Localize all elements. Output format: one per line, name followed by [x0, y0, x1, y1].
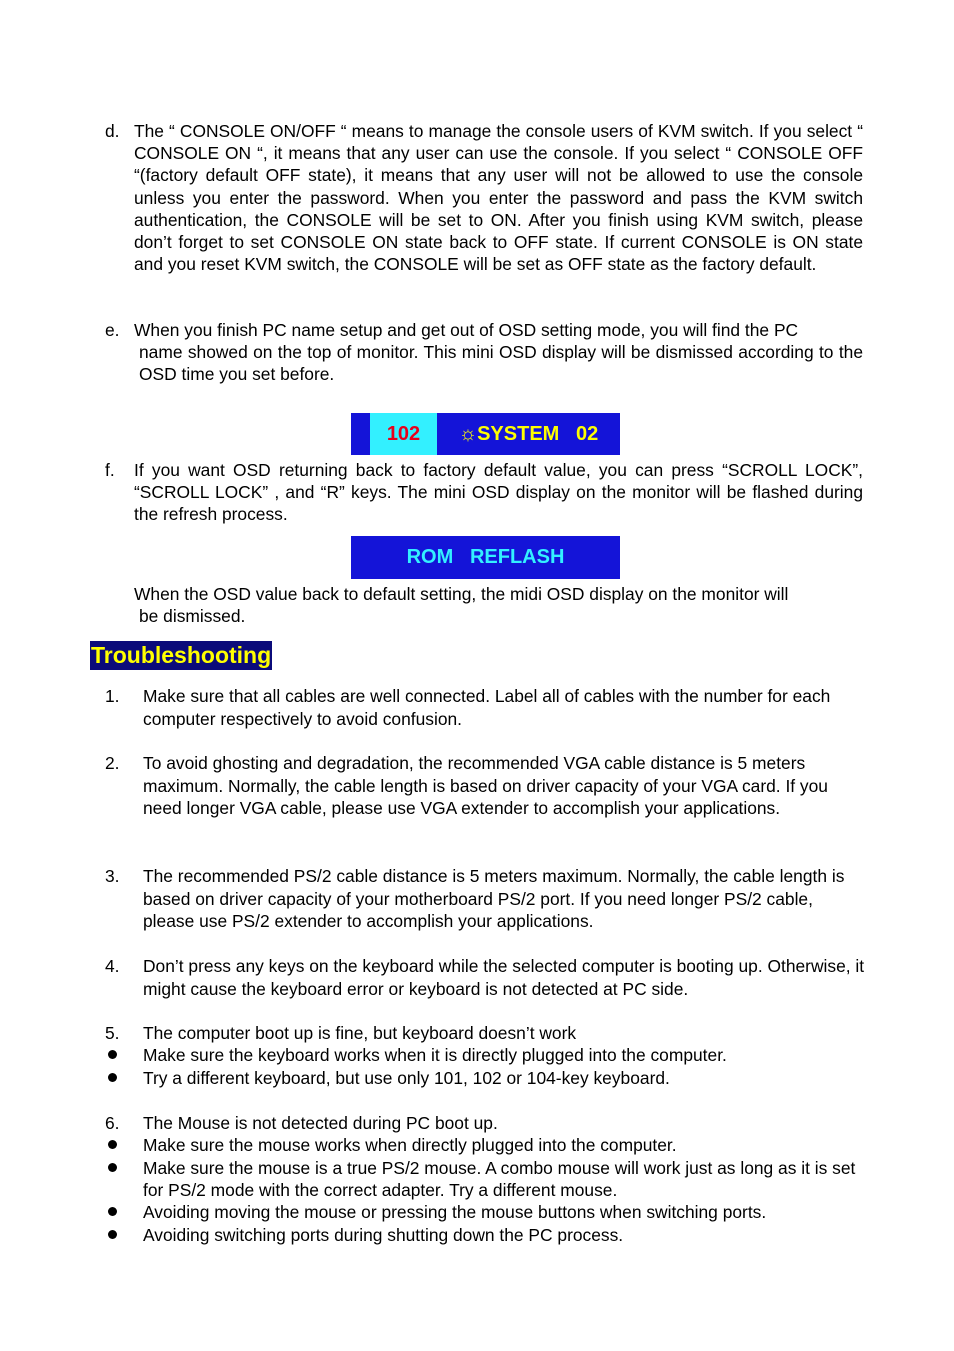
- osd-system-display: [351, 413, 620, 455]
- paragraph-factory-default: If you want OSD returning back to factory default value, you can press “SCROLL LOCK”, “SCROLL LOCK” , and “R” keys. The mini OSD display on the monitor will be flashed during the refresh process.: [134, 460, 863, 525]
- osd-system-number: 102: [370, 413, 437, 455]
- bullet-item-mouse-4: Avoiding switching ports during shutting down the PC process.: [143, 1225, 624, 1245]
- paragraph-pc-name-rest: name showed on the top of monitor. This mini OSD display will be dismissed according to the OSD time you set before.: [139, 342, 863, 385]
- troubleshoot-item-6: The Mouse is not detected during PC boot up.: [143, 1113, 498, 1133]
- paragraph-after-reflash-second: be dismissed.: [139, 606, 246, 626]
- paragraph-pc-name-first-line: When you finish PC name setup and get out of OSD setting mode, you will find the PC: [134, 320, 799, 340]
- troubleshoot-item-2: To avoid ghosting and degradation, the recommended VGA cable distance is 5 meters maximum. Normally, the cable length is based on driver capacity of your VGA card. If you need longer VGA cable, please use VGA extender to accomplish your applications.: [143, 753, 828, 819]
- list-number-4: 4.: [105, 956, 120, 976]
- troubleshoot-item-1: Make sure that all cables are well connected. Label all of cables with the number for each computer respectively to avoid confusion.: [143, 686, 831, 729]
- bullet-item-keyboard-2: Try a different keyboard, but use only 101, 102 or 104-key keyboard.: [143, 1068, 670, 1088]
- bullet-icon: [108, 1050, 117, 1059]
- list-marker-f: f.: [105, 460, 115, 480]
- section-heading-troubleshooting: Troubleshooting: [91, 642, 272, 668]
- paragraph-after-reflash-first: When the OSD value back to default setting, the midi OSD display on the monitor will: [134, 584, 789, 604]
- bullet-icon: [108, 1230, 117, 1239]
- osd-reflash-display: [351, 536, 620, 579]
- list-number-2: 2.: [105, 753, 120, 773]
- bullet-icon: [108, 1140, 117, 1149]
- troubleshoot-item-5: The computer boot up is fine, but keyboard doesn’t work: [143, 1023, 577, 1043]
- bullet-item-mouse-3: Avoiding moving the mouse or pressing the mouse buttons when switching ports.: [143, 1202, 767, 1222]
- bullet-icon: [108, 1207, 117, 1216]
- bullet-item-mouse-2: Make sure the mouse is a true PS/2 mouse. A combo mouse will work just as long as it is set for PS/2 mode with the correct adapter. Try a different mouse.: [143, 1158, 856, 1201]
- bullet-item-mouse-1: Make sure the mouse works when directly plugged into the computer.: [143, 1135, 677, 1155]
- list-number-1: 1.: [105, 686, 120, 706]
- bullet-icon: [108, 1163, 117, 1172]
- list-number-5: 5.: [105, 1023, 120, 1043]
- list-marker-d: d.: [105, 121, 120, 141]
- paragraph-console-on-off: The “ CONSOLE ON/OFF “ means to manage the console users of KVM switch. If you select “ CONSOLE ON “, it means that any user can use the console. If you select “ CONSOLE OFF “(factory default OFF state), it means that any user will not be allowed to use the console unless you enter the password. When you enter the password and pass the KVM switch authentication, the CONSOLE will be set to ON. After you finish using KVM switch, please don’t forget to set CONSOLE ON state back to OFF state. If current CONSOLE is ON state and you reset KVM switch, the CONSOLE will be set as OFF state as the factory default.: [134, 121, 863, 275]
- bullet-icon: [108, 1073, 117, 1082]
- troubleshoot-item-3: The recommended PS/2 cable distance is 5 meters maximum. Normally, the cable length is based on driver capacity of your motherboard PS/2 port. If you need longer PS/2 cable, please use PS/2 extender to accomplish your applications.: [143, 866, 845, 932]
- list-marker-e: e.: [105, 320, 120, 340]
- osd-system-label: ☼SYSTEM 02: [458, 422, 599, 445]
- troubleshoot-item-4: Don’t press any keys on the keyboard while the selected computer is booting up. Otherwise, it might cause the keyboard error or keyboard is not detected at PC side.: [143, 956, 865, 999]
- list-number-3: 3.: [105, 866, 120, 886]
- bullet-item-keyboard-1: Make sure the keyboard works when it is directly plugged into the computer.: [143, 1045, 727, 1065]
- osd-reflash-label: ROM REFLASH: [406, 546, 565, 569]
- list-number-6: 6.: [105, 1113, 120, 1133]
